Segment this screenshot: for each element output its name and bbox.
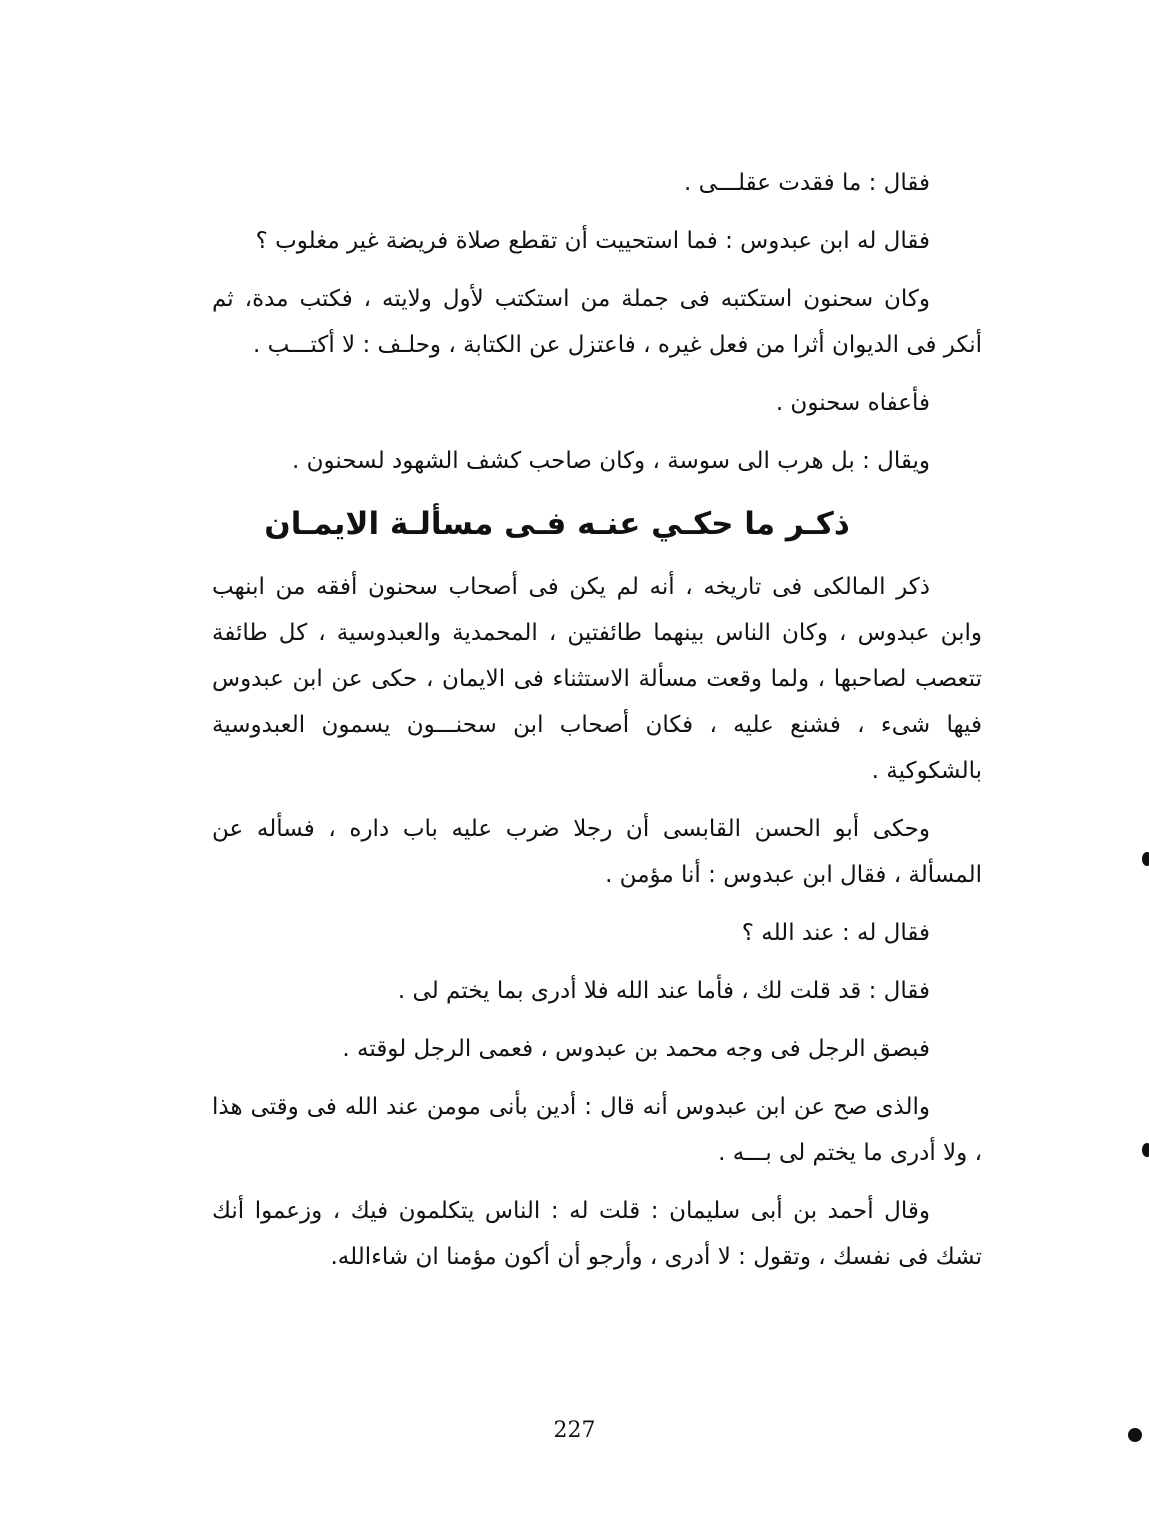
scan-margin-mark bbox=[1142, 1143, 1149, 1157]
paragraph-2: فقال له ابن عبدوس : فما استحييت أن تقطع صلاة فريضة غير مغلوب ؟ bbox=[255, 228, 930, 254]
paragraph-8: فقال له : عند الله ؟ bbox=[741, 920, 930, 946]
paragraph-5: ويقال : بل هرب الى سوسة ، وكان صاحب كشف الشهود لسحنون . bbox=[292, 448, 930, 474]
paragraph-3: وكان سحنون استكتبه فى جملة من استكتب لأول ولايته ، فكتب مدة، ثم أنكر فى الديوان أثرا من فعل غيره ، فاعتزل عن الكتابة ، وحلـف : لا أكتـــب . bbox=[212, 286, 982, 358]
paragraph-4: فأعفاه سحنون . bbox=[775, 390, 930, 416]
paragraph-7: وحكى أبو الحسن القابسى أن رجلا ضرب عليه باب داره ، فسأله عن المسألة ، فقال ابن عبدوس : أنا مؤمن . bbox=[212, 816, 982, 888]
scan-margin-mark bbox=[1142, 852, 1149, 866]
paragraph-1: فقال : ما فقدت عقلـــى . bbox=[683, 170, 930, 196]
paragraph-12: وقال أحمد بن أبى سليمان : قلت له : الناس يتكلمون فيك ، وزعموا أنك تشك فى نفسك ، وتقول : لا أدرى ، وأرجو أن أكون مؤمنا ان شاءالله. bbox=[212, 1198, 982, 1270]
paragraph-6: ذكر المالكى فى تاريخه ، أنه لم يكن فى أصحاب سحنون أفقه من ابنهب وابن عبدوس ، وكان الناس بينهما طائفتين ، المحمدية والعبدوسية ، كل طائفة تتعصب لصاحبها ، ولما وقعت مسألة الاستثناء فى الايمان ، حكى عن ابن عبدوس فيها شىء ، فشنع عليه ، فكان أصحاب ابن سحنـــون يسمون العبدوسية بالشكوكية . bbox=[212, 574, 982, 784]
page-body bbox=[212, 160, 982, 1292]
section-heading: ذكـر ما حكـي عنـه فـى مسألـة الايمـان bbox=[264, 506, 850, 542]
paragraph-10: فبصق الرجل فى وجه محمد بن عبدوس ، فعمى الرجل لوقته . bbox=[342, 1036, 930, 1062]
paragraph-9: فقال : قد قلت لك ، فأما عند الله فلا أدرى بما يختم لى . bbox=[397, 978, 930, 1004]
paragraph-11: والذى صح عن ابن عبدوس أنه قال : أدين بأنى مومن عند الله فى وقتى هذا ، ولا أدرى ما يختم لى بـــه . bbox=[212, 1094, 982, 1166]
page-number: 227 bbox=[553, 1418, 596, 1443]
scan-margin-mark bbox=[1128, 1428, 1142, 1442]
